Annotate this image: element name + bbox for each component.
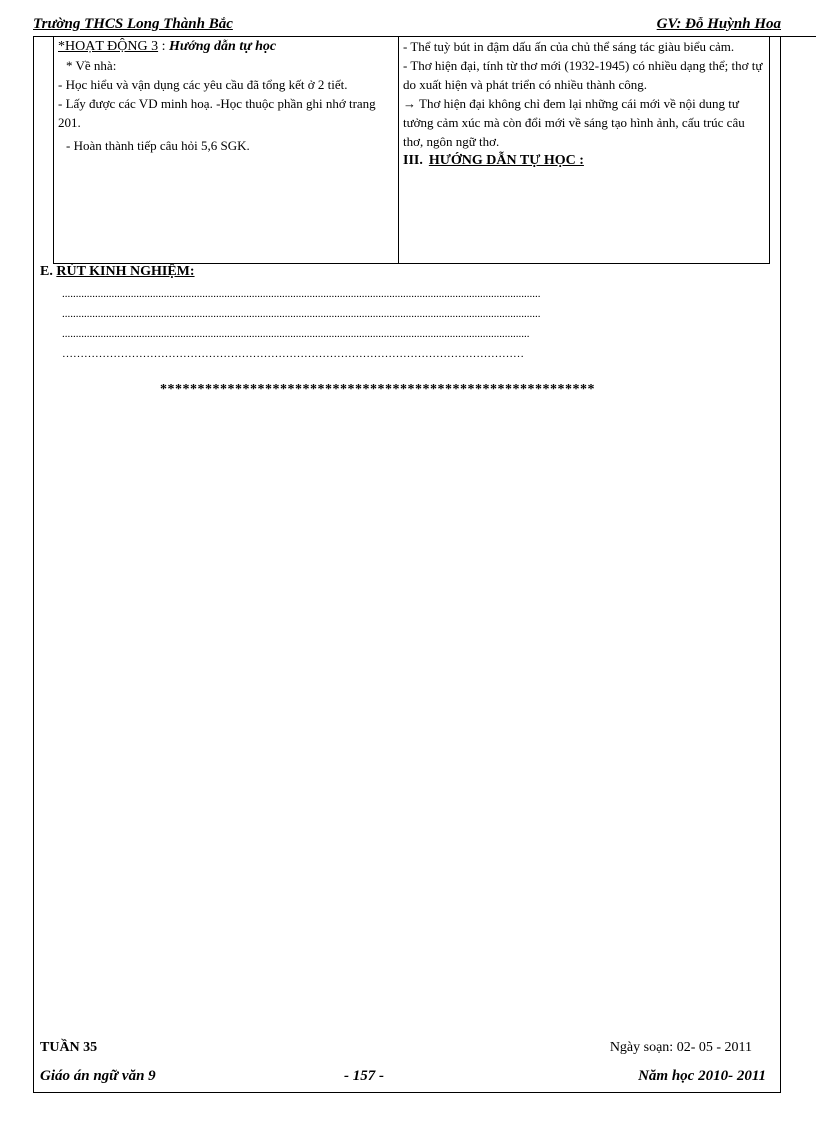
teacher-name: GV: Đỗ Huỳnh Hoa xyxy=(656,16,781,32)
activity-title xyxy=(58,37,394,56)
page-border-right xyxy=(780,36,781,1093)
preparation-date: Ngày soạn: 02- 05 - 2011 xyxy=(609,1040,752,1055)
school-year: Năm học 2010- 2011 xyxy=(638,1068,766,1084)
dotted-line: ……………………………………………………………………………………………………………… xyxy=(62,348,524,360)
school-name: Trường THCS Long Thành Bắc xyxy=(33,16,233,32)
section-number: III. xyxy=(403,153,423,168)
content-column xyxy=(399,37,770,264)
activity-line: - Lấy được các VD minh hoạ. -Học thuộc phần ghi nhớ trang 201. xyxy=(58,96,376,130)
dotted-line: .......................................................................................................................................................................... xyxy=(62,328,530,340)
experience-title: RÚT KINH NGHIỆM: xyxy=(56,264,195,279)
content-line: → Thơ hiện đại không chỉ đem lại những cái mới về nội dung tư tưởng cảm xúc mà còn đổi mới về sáng tạo hình ảnh, cấu trúc câu thơ, ngôn ngữ thơ. xyxy=(403,96,745,149)
dotted-line: .............................................................................................................................................................................. xyxy=(62,288,541,300)
lesson-table xyxy=(53,36,770,264)
activity-line: - Hoàn thành tiếp câu hỏi 5,6 SGK. xyxy=(66,138,250,153)
section-title: HƯỚNG DẪN TỰ HỌC : xyxy=(428,153,584,168)
section-heading xyxy=(403,151,765,170)
page-header xyxy=(33,16,781,36)
activity-name: Hướng dẫn tự học xyxy=(168,39,277,54)
content-line: - Thơ hiện đại, tính từ thơ mới (1932-1945) có nhiều dạng thể; thơ tự do xuất hiện và phát triển có nhiều thành công. xyxy=(403,58,763,92)
activity-separator: : xyxy=(158,39,169,54)
home-heading: * Về nhà: xyxy=(66,58,117,73)
activity-line: - Học hiểu và vận dụng các yêu cầu đã tổng kết ở 2 tiết. xyxy=(58,77,348,92)
activity-column xyxy=(54,37,399,264)
experience-heading xyxy=(40,264,195,280)
star-divider: ********************************************************** xyxy=(160,382,595,397)
dotted-line: .............................................................................................................................................................................. xyxy=(62,308,541,320)
book-title: Giáo án ngữ văn 9 xyxy=(40,1068,156,1084)
page-border-bottom xyxy=(33,1092,781,1093)
page-number: - 157 - xyxy=(344,1068,384,1084)
page-border-left xyxy=(33,36,34,1093)
week-label: TUẦN 35 xyxy=(40,1040,98,1055)
activity-label: *HOẠT ĐỘNG 3 xyxy=(58,39,159,54)
experience-prefix: E. xyxy=(40,264,57,279)
content-line: - Thể tuỳ bút in đậm dấu ấn của chủ thể sáng tác giàu biểu cảm. xyxy=(403,39,735,54)
